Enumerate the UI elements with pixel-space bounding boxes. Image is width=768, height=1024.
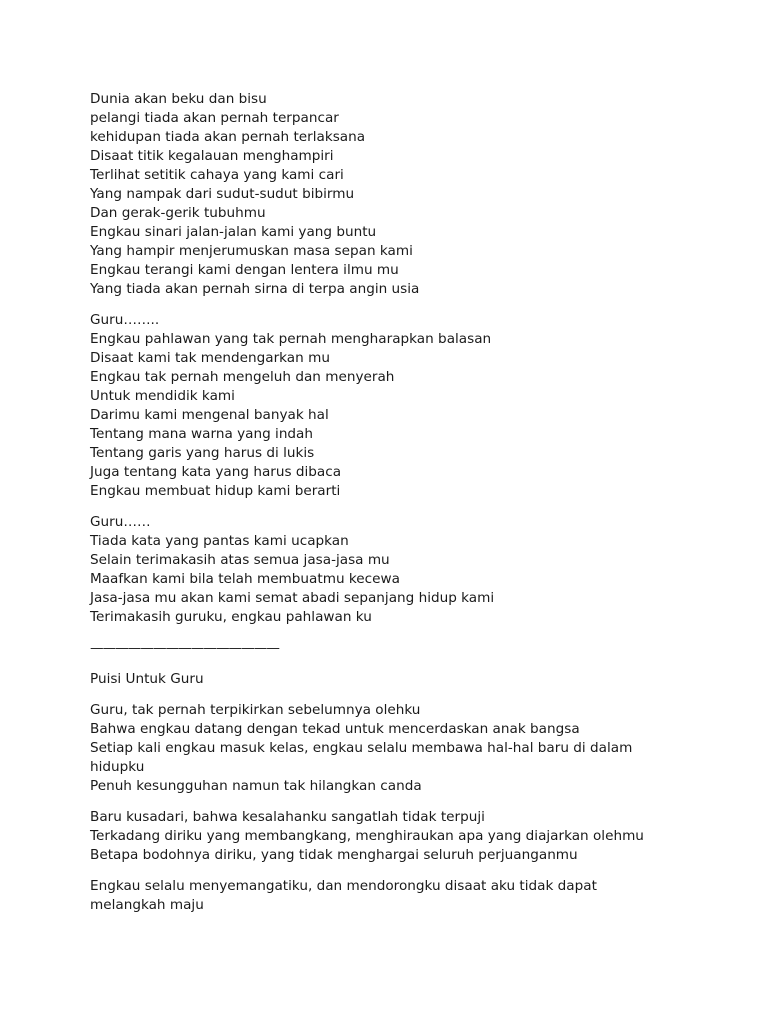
document-page <box>90 90 650 927</box>
poem-line: Jasa-jasa mu akan kami semat abadi sepanjang hidup kami <box>90 590 495 606</box>
poem-line: Betapa bodohnya diriku, yang tidak menghargai seluruh perjuanganmu <box>90 847 578 863</box>
poem-line: Engkau terangi kami dengan lentera ilmu mu <box>90 262 399 278</box>
poem-line: Engkau selalu menyemangatiku, dan mendorongku disaat aku tidak dapat <box>90 878 597 894</box>
poem-line: Tiada kata yang pantas kami ucapkan <box>90 533 349 549</box>
poem-line: Tentang garis yang harus di lukis <box>90 445 315 461</box>
poem-line: Engkau membuat hidup kami berarti <box>90 483 341 499</box>
poem-line: Baru kusadari, bahwa kesalahanku sangatlah tidak terpuji <box>90 809 485 825</box>
poem-part-two <box>90 701 650 915</box>
poem-line: Guru…….. <box>90 312 160 328</box>
poem-line: pelangi tiada akan pernah terpancar <box>90 110 339 126</box>
poem-title: Puisi Untuk Guru <box>90 671 204 687</box>
poem-line: Bahwa engkau datang dengan tekad untuk mencerdaskan anak bangsa <box>90 721 580 737</box>
poem-line: Dunia akan beku dan bisu <box>90 91 267 107</box>
poem-stanza <box>90 877 650 915</box>
poem-line: Terlihat setitik cahaya yang kami cari <box>90 167 344 183</box>
poem-line: Guru, tak pernah terpikirkan sebelumnya olehku <box>90 702 421 718</box>
poem-line: Engkau sinari jalan-jalan kami yang buntu <box>90 224 377 240</box>
poem-line: Tentang mana warna yang indah <box>90 426 314 442</box>
poem-line: Disaat kami tak mendengarkan mu <box>90 350 330 366</box>
poem-line: Darimu kami mengenal banyak hal <box>90 407 329 423</box>
poem-stanza <box>90 701 650 796</box>
poem-stanza <box>90 808 650 865</box>
poem-line: Untuk mendidik kami <box>90 388 235 404</box>
poem-line: Engkau pahlawan yang tak pernah mengharapkan balasan <box>90 331 492 347</box>
poem-line: Yang hampir menjerumuskan masa sepan kami <box>90 243 413 259</box>
poem-line: Selain terimakasih atas semua jasa-jasa mu <box>90 552 390 568</box>
poem-line: Setiap kali engkau masuk kelas, engkau selalu membawa hal-hal baru di dalam <box>90 740 633 756</box>
poem-line: Yang nampak dari sudut-sudut bibirmu <box>90 186 355 202</box>
poem-line: hidupku <box>90 759 145 775</box>
poem-line: Yang tiada akan pernah sirna di terpa angin usia <box>90 281 420 297</box>
poem-line: melangkah maju <box>90 897 204 913</box>
poem-line: Disaat titik kegalauan menghampiri <box>90 148 334 164</box>
poem-line: Terimakasih guruku, engkau pahlawan ku <box>90 609 372 625</box>
poem-line: Guru…… <box>90 514 151 530</box>
poem-stanza <box>90 311 650 501</box>
poem-part-one <box>90 90 650 627</box>
poem-line: Penuh kesungguhan namun tak hilangkan canda <box>90 778 422 794</box>
poem-line: kehidupan tiada akan pernah terlaksana <box>90 129 366 145</box>
poem-line: Juga tentang kata yang harus dibaca <box>90 464 342 480</box>
poem-line: Terkadang diriku yang membangkang, menghiraukan apa yang diajarkan olehmu <box>90 828 644 844</box>
poem-stanza <box>90 513 650 627</box>
section-divider: ——————————————— <box>90 640 279 656</box>
poem-line: Engkau tak pernah mengeluh dan menyerah <box>90 369 395 385</box>
poem-line: Dan gerak-gerik tubuhmu <box>90 205 266 221</box>
poem-line: Maafkan kami bila telah membuatmu kecewa <box>90 571 400 587</box>
poem-stanza <box>90 90 650 299</box>
